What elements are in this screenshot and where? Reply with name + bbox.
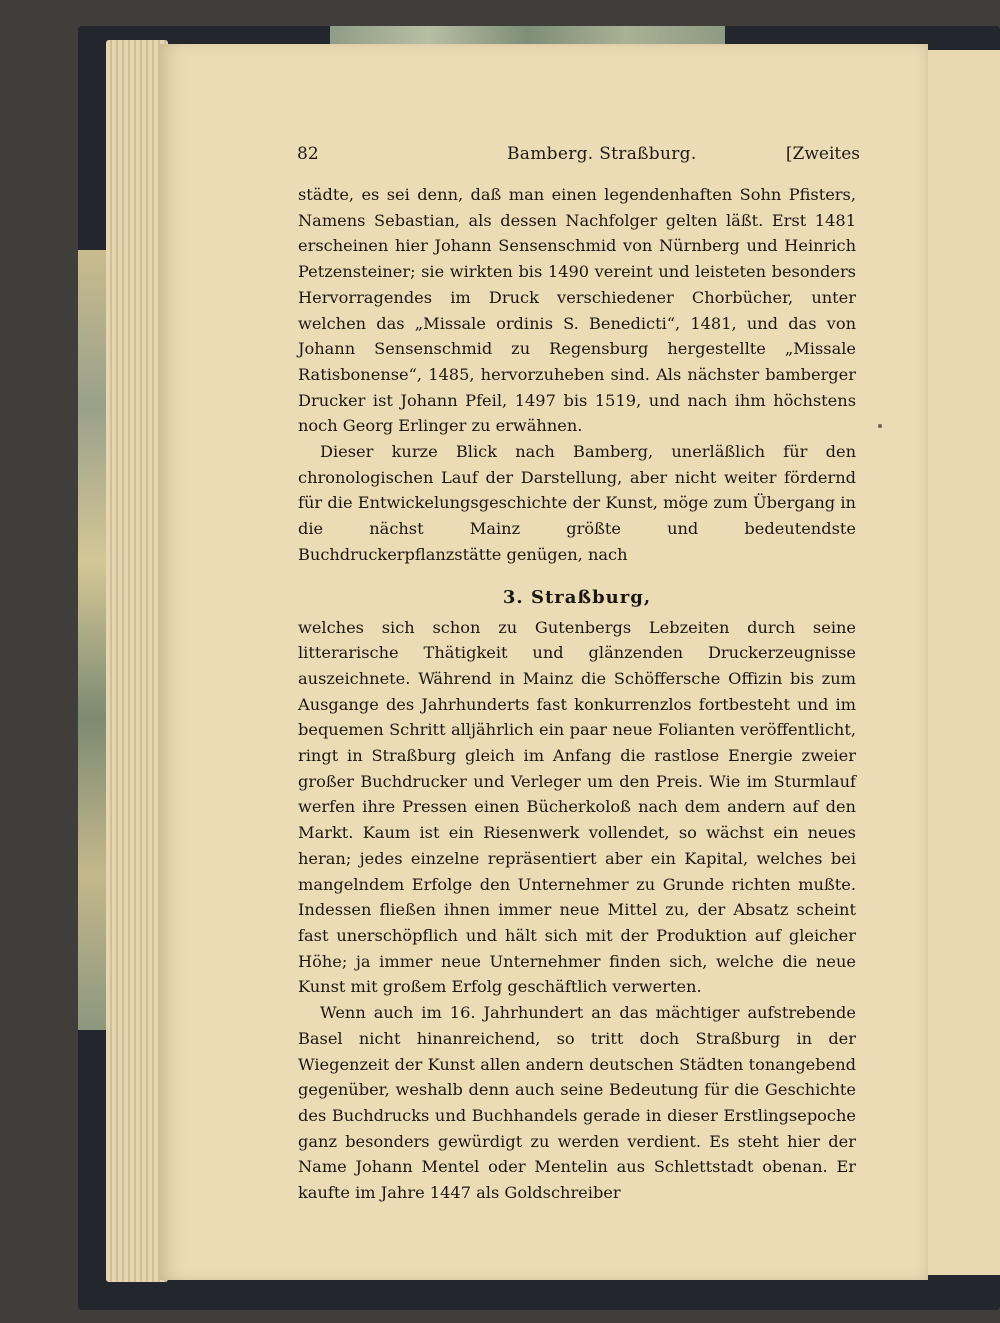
facing-page-edge (928, 50, 1000, 1275)
running-title: Bamberg. Straßburg. (507, 144, 697, 164)
section-heading: 3. Straßburg, (502, 586, 652, 608)
paragraph: Wenn auch im 16. Jahrhundert an das mächtiger aufstrebende Basel nicht hinanreichend, so tritt doch Straßburg in der Wiegenzeit der Kunst allen andern deutschen Städten tonangebend gegenüber, weshalb denn auch seine Bedeutung für die Geschichte des Buchdrucks und Buchhandels gerade in dieser Erstlingsepoche ganz besonders gewürdigt zu werden verdient. Es steht hier der Name Johann Mentel oder Mentelin aus Schlettstadt obenan. Er kaufte im Jahre 1447 als Goldschreiber (298, 1003, 856, 1203)
paragraph: Dieser kurze Blick nach Bamberg, unerläßlich für den chronologischen Lauf der Darstellung, aber nicht weiter fördernd für die Entwickelungsgeschichte der Kunst, möge zum Übergang in die nächst Mainz größte und bedeutendste Buchdruckerpflanzstätte genügen, nach (298, 442, 856, 564)
margin-speck (878, 424, 882, 428)
paragraph: welches sich schon zu Gutenbergs Lebzeiten durch seine litterarische Thätigkeit und glänzenden Druckerzeugnisse auszeichnete. Während in Mainz die Schöffersche Offizin bis zum Ausgange des Jahrhunderts fast konkurrenzlos fortbesteht und im bequemen Schritt alljährlich ein paar neue Folianten veröffentlicht, ringt in Straßburg gleich im Anfang die rastlose Energie zweier großer Buchdrucker und Verleger um den Preis. Wie im Sturmlauf werfen ihre Pressen einen Bücherkoloß nach dem andern auf den Markt. Kaum ist ein Riesenwerk vollendet, so wächst ein neues heran; jedes einzelne repräsentiert aber ein Kapital, welches bei mangelndem Erfolge den Unternehmer zu Grunde richten mußte. Indessen fließen ihnen immer neue Mittel zu, der Absatz scheint fast unerschöpflich und hält sich mit der Produktion auf gleicher Höhe; ja immer neue Unternehmer finden sich, welche die neue Kunst mit großem Erfolg geschäftlich verwerten. (298, 617, 856, 997)
page-stack-edges (106, 40, 168, 1282)
marbled-endpaper-left (78, 250, 106, 1030)
page-header (297, 144, 860, 172)
chapter-marker: [Zweites (785, 144, 860, 164)
marbled-endpaper-top (330, 26, 725, 46)
paragraph: städte, es sei denn, daß man einen legendenhaften Sohn Pfisters, Namens Sebastian, als dessen Nachfolger gelten läßt. Erst 1481 erscheinen hier Johann Sensenschmid von Nürnberg und Heinrich Petzensteiner; sie wirkten bis 1490 vereint und leisteten besonders Hervorragendes im Druck verschiedener Chorbücher, unter welchen das „Missale ordinis S. Benedicti“, 1481, und das von Johann Sensenschmid zu Regensburg hergestellte „Missale Ratisbonense“, 1485, hervorzuheben sind. Als nächster bamberger Drucker ist Johann Pfeil, 1497 bis 1519, und nach ihm höchstens noch Georg Erlinger zu erwähnen. (298, 185, 856, 436)
page-number: 82 (297, 144, 319, 164)
body-text (298, 182, 856, 1206)
